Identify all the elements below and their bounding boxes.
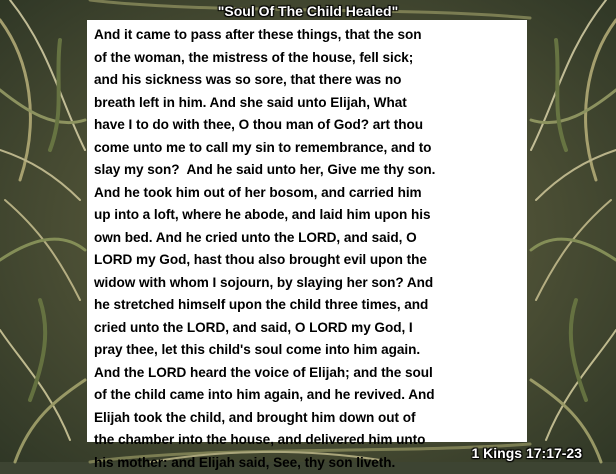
passage-line: have I to do with thee, O thou man of God? art thou	[94, 114, 522, 137]
passage-line: of the child came into him again, and he revived. And	[94, 384, 522, 407]
passage-line: And the LORD heard the voice of Elijah; and the soul	[94, 362, 522, 385]
passage-line: come unto me to call my sin to remembrance, and to	[94, 137, 522, 160]
passage-line: he stretched himself upon the child three times, and	[94, 294, 522, 317]
passage-line: breath left in him. And she said unto Elijah, What	[94, 92, 522, 115]
scripture-passage	[94, 24, 522, 474]
passage-line: up into a loft, where he abode, and laid him upon his	[94, 204, 522, 227]
passage-line: his mother: and Elijah said, See, thy son liveth.	[94, 452, 522, 474]
passage-line: cried unto the LORD, and said, O LORD my God, I	[94, 317, 522, 340]
passage-line: widow with whom I sojourn, by slaying her son? And	[94, 272, 522, 295]
passage-line: Elijah took the child, and brought him down out of	[94, 407, 522, 430]
passage-line: of the woman, the mistress of the house, fell sick;	[94, 47, 522, 70]
passage-line: And he took him out of her bosom, and carried him	[94, 182, 522, 205]
scripture-text-panel	[87, 20, 527, 442]
passage-line: pray thee, let this child's soul come into him again.	[94, 339, 522, 362]
passage-line: And it came to pass after these things, that the son	[94, 24, 522, 47]
scripture-reference: 1 Kings 17:17-23	[472, 444, 583, 462]
passage-line: slay my son? And he said unto her, Give me thy son.	[94, 159, 522, 182]
passage-line: and his sickness was so sore, that there was no	[94, 69, 522, 92]
passage-line: own bed. And he cried unto the LORD, and said, O	[94, 227, 522, 250]
slide-title: "Soul Of The Child Healed"	[0, 2, 616, 20]
passage-line: LORD my God, hast thou also brought evil upon the	[94, 249, 522, 272]
passage-line: the chamber into the house, and delivered him unto	[94, 429, 522, 452]
